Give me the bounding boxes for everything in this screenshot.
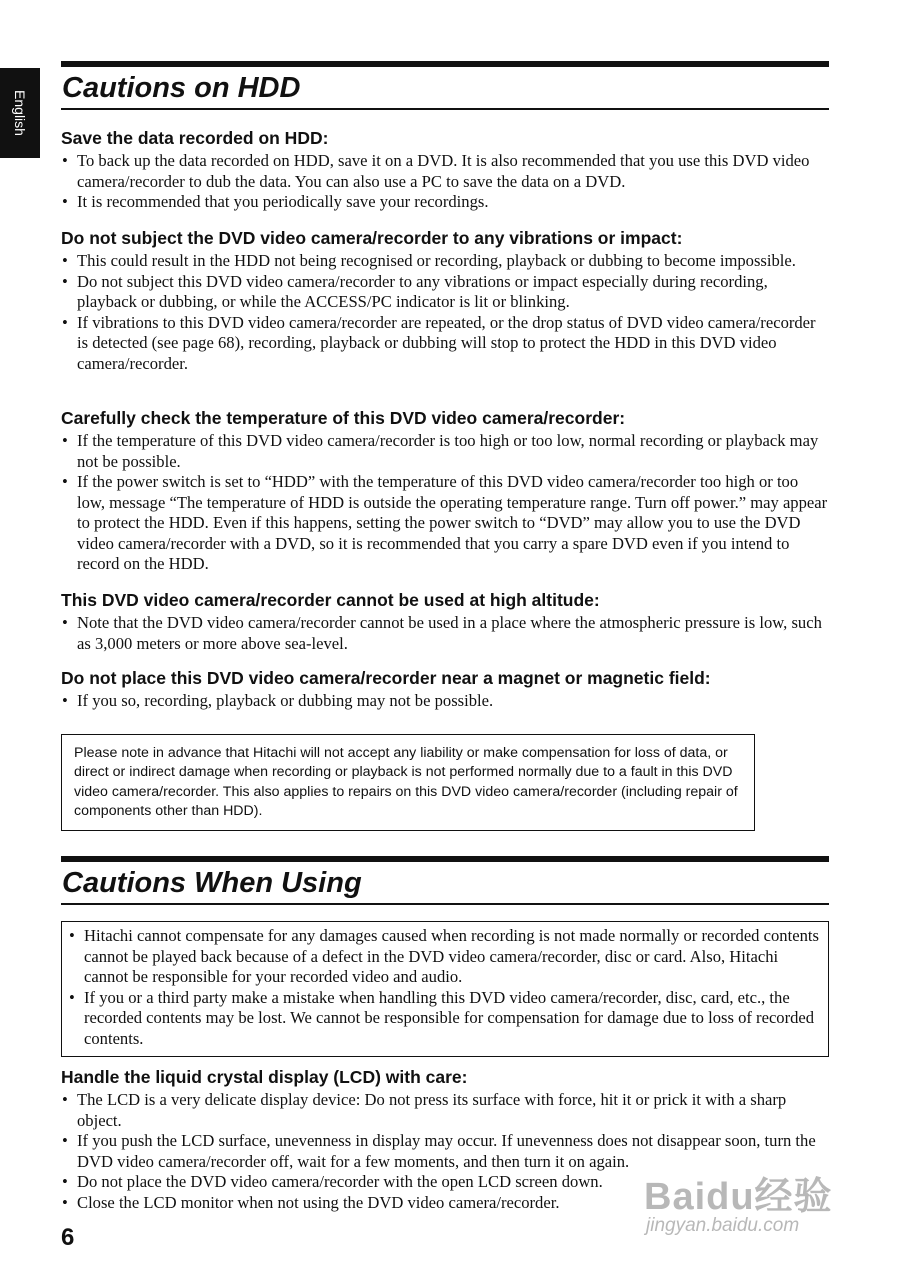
hdd-section-4 <box>61 589 829 654</box>
bullet-list <box>61 691 829 712</box>
list-item: • Hitachi cannot compensate for any damages caused when recording is not made normally or recorded contents cannot be played back because of a defect in the DVD video camera/recorder, disc or card. Also, Hitachi cannot be responsible for your recorded video and audio. <box>68 926 822 988</box>
section-heading: This DVD video camera/recorder cannot be used at high altitude: <box>61 590 600 610</box>
section-heading: Handle the liquid crystal display (LCD) with care: <box>61 1067 468 1087</box>
page-number: 6 <box>61 1224 75 1251</box>
list-item: • Do not subject this DVD video camera/recorder to any vibrations or impact especially during recording, playback or dubbing, or while the ACCESS/PC indicator is lit or blinking. <box>61 272 829 313</box>
list-item: • If the power switch is set to “HDD” with the temperature of this DVD video camera/recorder too high or too low, message “The temperature of HDD is outside the operating temperature range. Turn off power.” may appear to protect the HDD. Even if this happens, setting the power switch to “DVD” may allow you to use the DVD video camera/recorder with a DVD, so it is recommended that you carry a spare DVD even if you intend to record on the HDD. <box>61 472 829 575</box>
list-item: • If vibrations to this DVD video camera/recorder are repeated, or the drop status of DVD video camera/recorder is detected (see page 68), recording, playback or dubbing will stop to protect the HDD in this DVD video camera/recorder. <box>61 313 829 375</box>
using-title-rule-top <box>61 856 829 862</box>
liability-notice-box <box>61 734 755 831</box>
bullet-list <box>61 431 829 575</box>
watermark-logo: Baidu经验 <box>644 1176 833 1218</box>
list-item: • It is recommended that you periodically save your recordings. <box>61 192 829 213</box>
section-heading: Carefully check the temperature of this DVD video camera/recorder: <box>61 408 626 428</box>
list-item: • Close the LCD monitor when not using the DVD video camera/recorder. <box>61 1193 829 1214</box>
section-heading: Save the data recorded on HDD: <box>61 128 329 148</box>
bullet-list <box>61 613 829 654</box>
language-tab <box>0 68 40 158</box>
hdd-title-rule-bottom <box>61 108 829 110</box>
list-item: • Note that the DVD video camera/recorder cannot be used in a place where the atmospheric pressure is low, such as 3,000 meters or more above sea-level. <box>61 613 829 654</box>
language-tab-label: English <box>12 90 28 136</box>
list-item: • This could result in the HDD not being recognised or recording, playback or dubbing to become impossible. <box>61 251 829 272</box>
section-heading: Do not place this DVD video camera/recorder near a magnet or magnetic field: <box>61 668 711 688</box>
compensation-notice-box <box>61 921 829 1057</box>
hdd-section-5 <box>61 667 829 712</box>
hdd-title-rule-top <box>61 61 829 67</box>
bullet-list <box>61 251 829 374</box>
hdd-section-2 <box>61 227 829 374</box>
bullet-list <box>68 926 822 1049</box>
using-title: Cautions When Using <box>62 867 362 899</box>
watermark-url: jingyan.baidu.com <box>646 1215 800 1236</box>
bullet-list <box>61 151 829 213</box>
hdd-section-1 <box>61 127 829 213</box>
list-item: • If you so, recording, playback or dubbing may not be possible. <box>61 691 829 712</box>
liability-notice-text: Please note in advance that Hitachi will not accept any liability or make compensation for loss of data, or direct or indirect damage when recording or playback is not performed normally due to a fault in this DVD video camera/recorder. This also applies to repairs on this DVD video camera/recorder (including repair of components other than HDD). <box>74 745 738 820</box>
list-item: • The LCD is a very delicate display device: Do not press its surface with force, hit it or prick it with a sharp object. <box>61 1090 829 1131</box>
hdd-title: Cautions on HDD <box>62 72 301 104</box>
baidu-watermark <box>640 1165 840 1250</box>
hdd-section-3 <box>61 407 829 575</box>
list-item: • To back up the data recorded on HDD, save it on a DVD. It is also recommended that you use this DVD video camera/recorder to dub the data. You can also use a PC to save the data on a DVD. <box>61 151 829 192</box>
list-item: • Do not place the DVD video camera/recorder with the open LCD screen down. <box>61 1172 829 1193</box>
list-item: • If you push the LCD surface, unevenness in display may occur. If unevenness does not disappear soon, turn the DVD video camera/recorder off, wait for a few moments, and then turn it on again. <box>61 1131 829 1172</box>
using-title-rule-bottom <box>61 903 829 905</box>
section-heading: Do not subject the DVD video camera/recorder to any vibrations or impact: <box>61 228 683 248</box>
list-item: • If the temperature of this DVD video camera/recorder is too high or too low, normal recording or playback may not be possible. <box>61 431 829 472</box>
list-item: • If you or a third party make a mistake when handling this DVD video camera/recorder, disc, card, etc., the recorded contents may be lost. We cannot be responsible for compensation for damage due to loss of recorded contents. <box>68 988 822 1050</box>
